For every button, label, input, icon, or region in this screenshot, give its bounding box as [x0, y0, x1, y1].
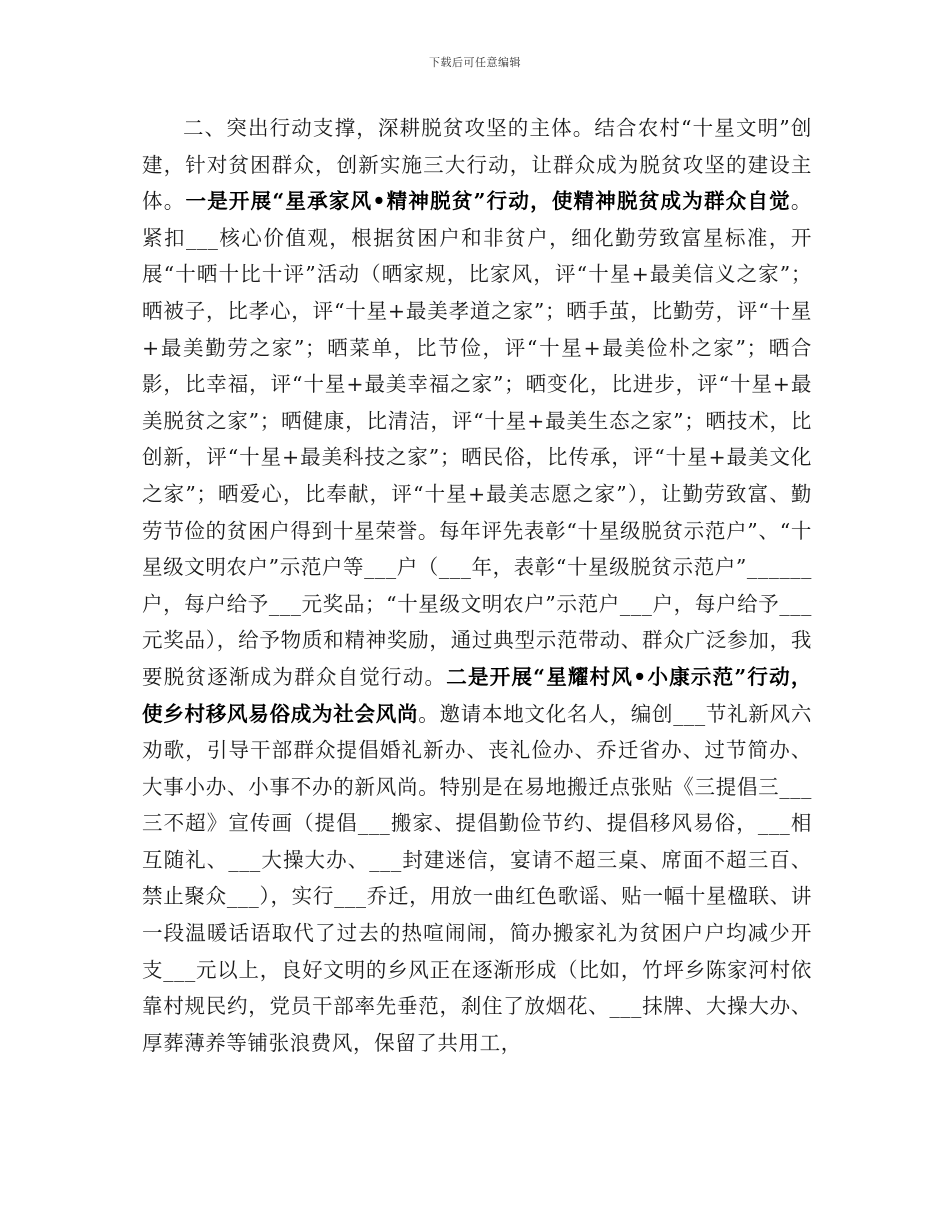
paragraph-first-action-body: 。紧扣___核心价值观，根据贫困户和非贫户，细化勤劳致富星标准，开展“十晒十比十评”活动（晒家规，比家风，评“十星+最美信义之家”；晒被子，比孝心，评“十星+最美孝道之家”；晒手茧，比勤劳，评“十星+最美勤劳之家”；晒菜单，比节俭，评“十星+最美俭朴之家”；晒合影，比幸福，评“十星+最美幸福之家”；晒变化，比进步，评“十星+最美脱贫之家”；晒健康，比清洁，评“十星+最美生态之家”；晒技术，比创新，评“十星+最美科技之家”；晒民俗，比传承，评“十星+最美文化之家”；晒爱心，比奉献，评“十星+最美志愿之家”），让勤劳致富、勤劳节俭的贫困户得到十星荣誉。每年评先表彰“十星级脱贫示范户”、“十星级文明农户”示范户等___户（___年，表彰“十星级脱贫示范户”______户，每户给予___元奖品；“十星级文明农户”示范户___户，每户给予___元奖品），给予物质和精神奖励，通过典型示范带动、群众广泛参加，我要脱贫逐渐成为群众自觉行动。 — [142, 189, 812, 689]
page-header: 下载后可任意编辑 — [429, 56, 521, 69]
body-paragraph — [142, 110, 812, 1061]
paragraph-second-action-body: 。邀请本地文化名人，编创___节礼新风六劝歌，引导干部群众提倡婚礼新办、丧礼俭办、乔迁省办、过节简办、大事小办、小事不办的新风尚。特别是在易地搬迁点张贴《三提倡三___三不超》宣传画（提倡___搬家、提倡勤俭节约、提倡移风易俗，___相互随礼、___大操大办、___封建迷信，宴请不超三桌、席面不超三百、禁止聚众___），实行___乔迁，用放一曲红色歌谣、贴一幅十星楹联、讲一段温暖话语取代了过去的热喧闹闹，简办搬家礼为贫困户户均减少开支___元以上，良好文明的乡风正在逐渐形成（比如，竹坪乡陈家河村依靠村规民约，党员干部率先垂范，刹住了放烟花、___抹牌、大操大办、厚葬薄养等铺张浪费风，保留了共用工， — [142, 701, 812, 1055]
bold-heading-first-action: 一是开展“星承家风•精神脱贫”行动，使精神脱贫成为群众自觉 — [185, 189, 791, 214]
bold-heading-second-action: 二是开展“星耀村风•小康示范”行动，使乡村移风易俗成为社会风尚 — [142, 664, 812, 726]
paragraph-intro: 二、突出行动支撑，深耕脱贫攻坚的主体。结合农村“十星文明”创建，针对贫困群众，创新实施三大行动，让群众成为脱贫攻坚的建设主体。 — [142, 116, 812, 214]
